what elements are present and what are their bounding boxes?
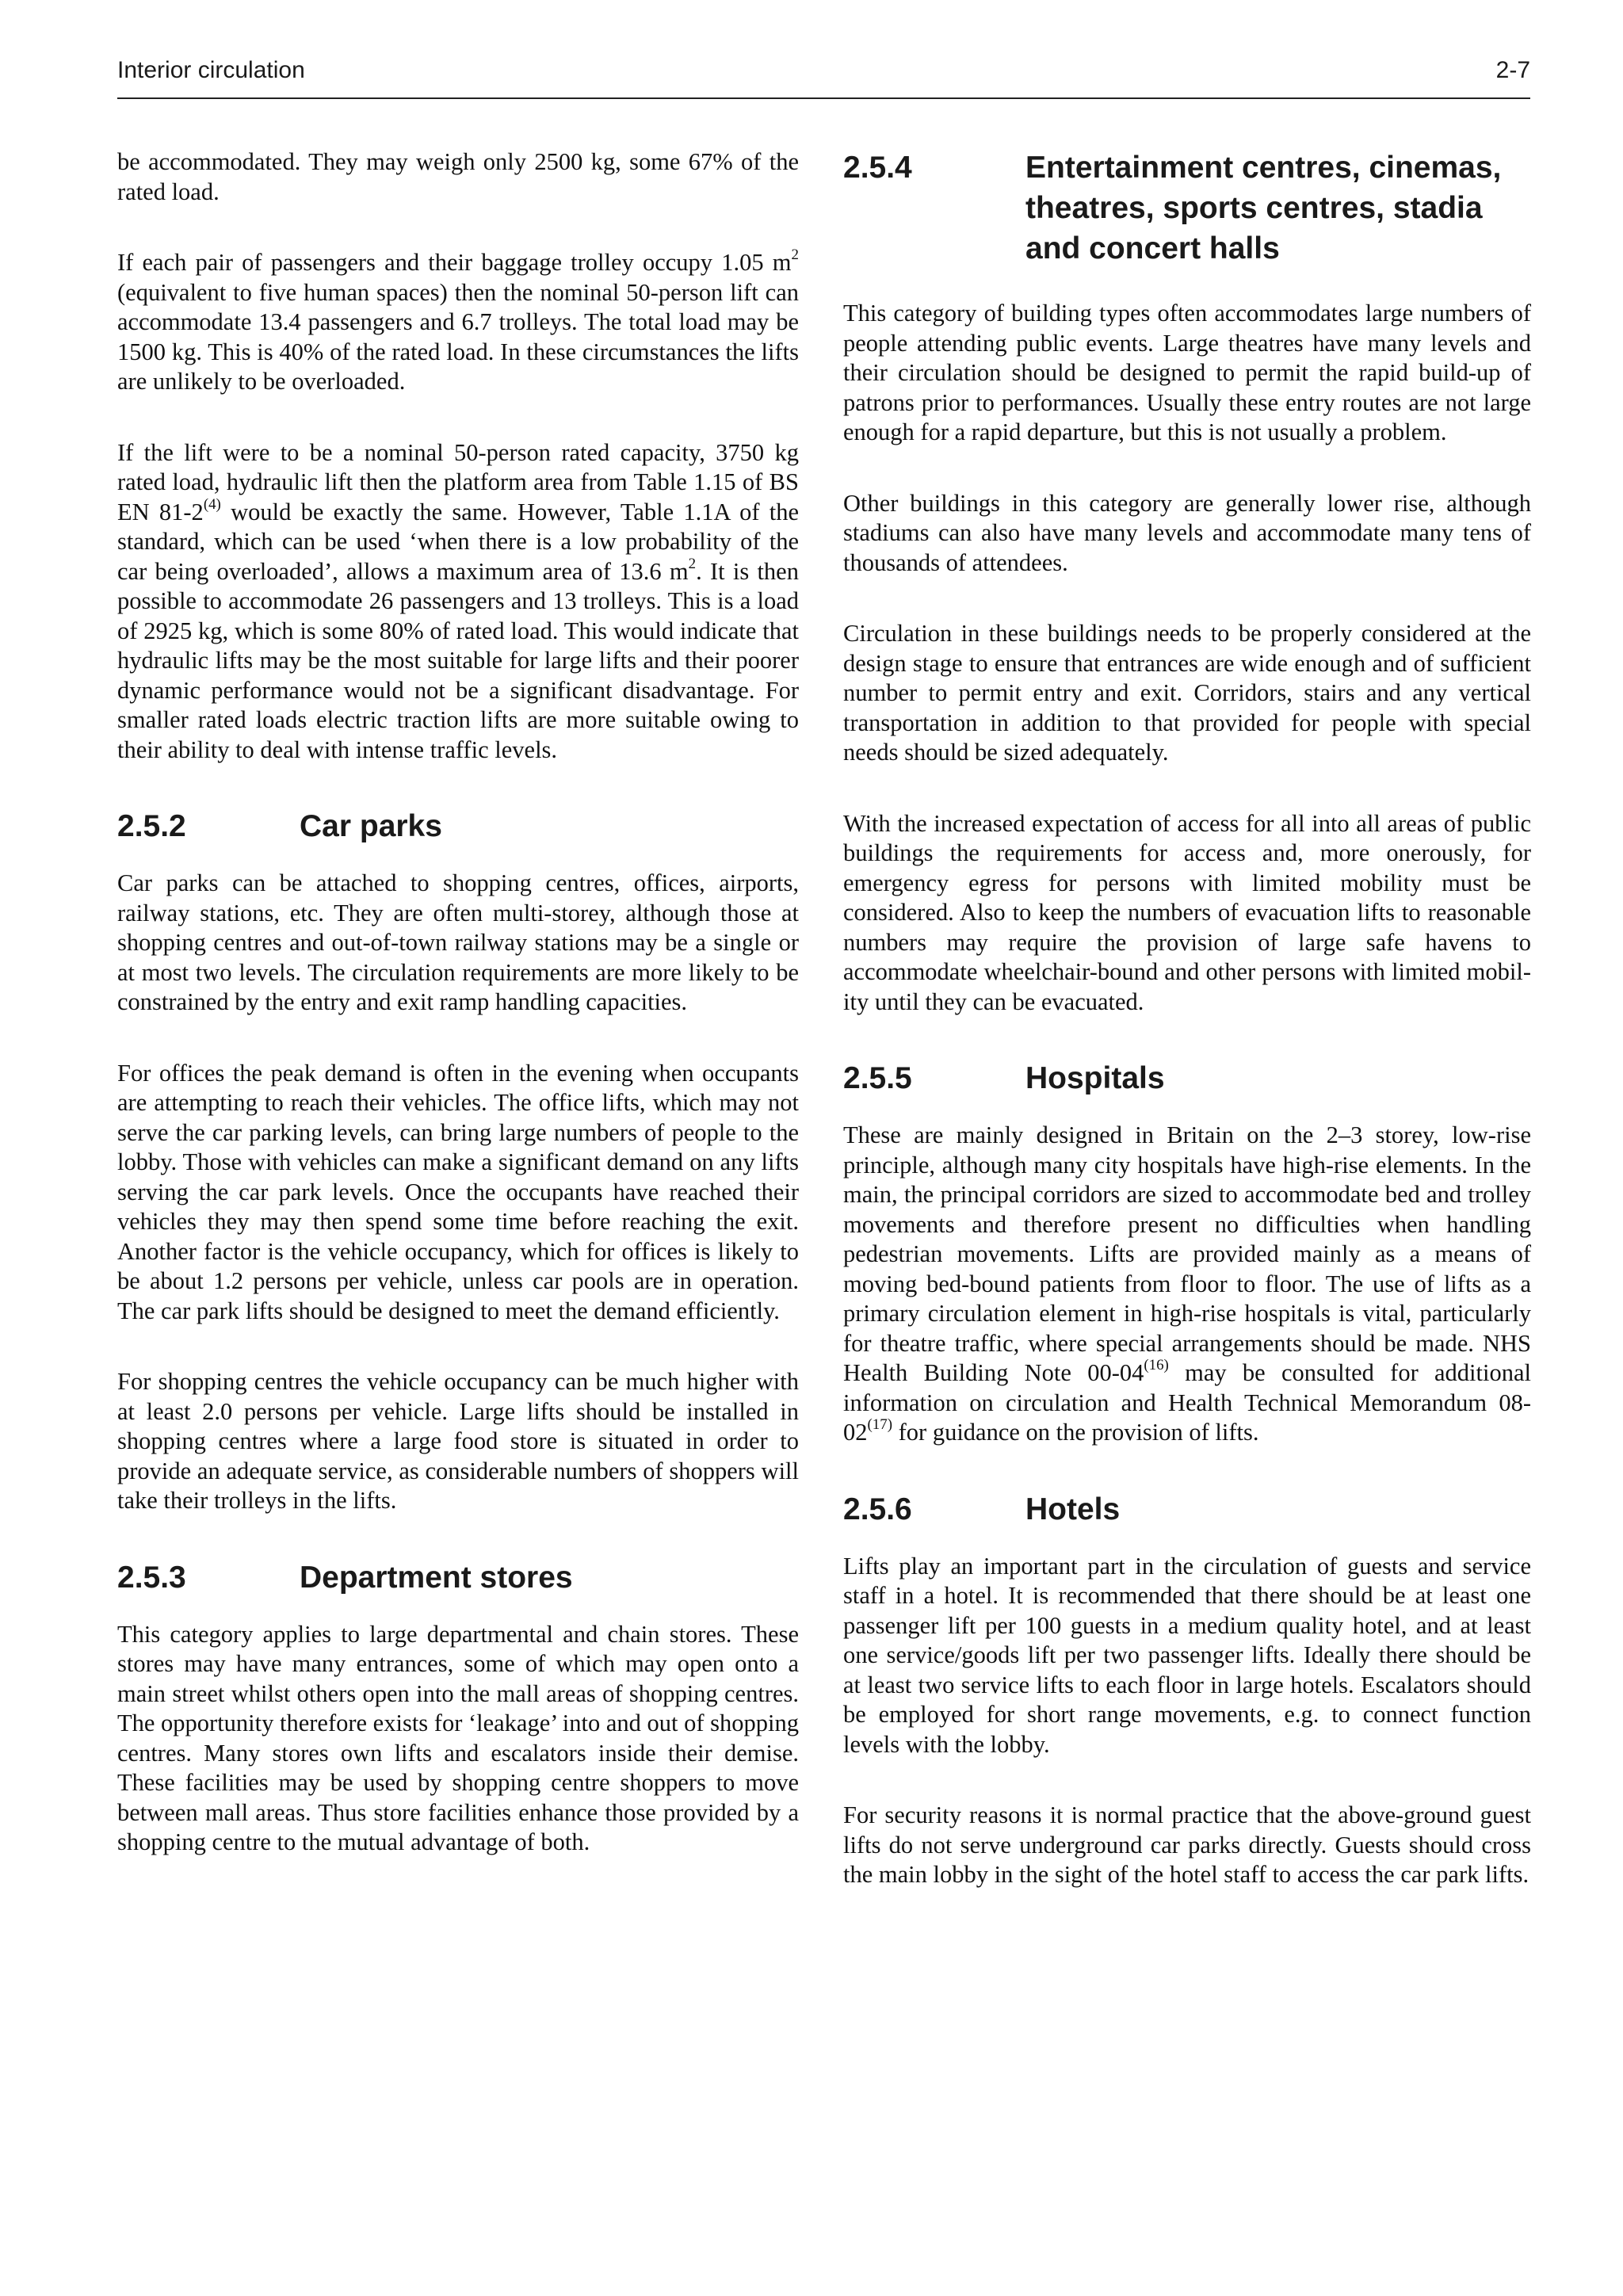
right-column	[843, 147, 1531, 1931]
section-number: 2.5.2	[117, 809, 186, 843]
citation-ref: (17)	[867, 1416, 892, 1434]
paragraph: For security reasons it is normal practice that the above-ground guest lifts do not serve underground car parks directly. Guests should cross the main lobby in the sight of the hotel staff to access the car park lifts.	[843, 1801, 1531, 1888]
section-heading-2-5-6	[843, 1489, 1531, 1530]
paragraph: This category applies to large departmental and chain stores. These stores may have many entrances, some of which may open onto a main street whilst others open into the mall areas of shopping centres. The opportunity therefore exists for ‘leakage’ into and out of shopping centres. Many stores own lifts and escalators inside their demise. These facilities may be used by shopping centre shoppers to move between mall areas. Thus store facilities enhance those provided by a shopping centre to the mutual advantage of both.	[117, 1620, 799, 1855]
section-number: 2.5.5	[843, 1061, 912, 1095]
paragraph: If the lift were to be a nominal 50-person rated capacity, 3750 kg rated load, hydraulic lift then the platform area from Table 1.15 of BS EN 81-2$^{(4)}$ would be exactly the same. However, Table 1.1A of the standard, which can be used ‘when there is a low probability of the car being overloaded’, allows a maximum area of 13.6 $m^2$. It is then possible to accommodate 26 passengers and 13 trolleys. This is a load of 2925 kg, which is some 80% of rated load. This would indicate that hydraulic lifts may be the most suitable for large lifts and their poorer dynamic performance would not be a significant disadvantage. For smaller rated loads electric traction lifts are more suitable owing to their ability to deal with intense traffic levels.	[117, 438, 799, 763]
paragraph: For shopping centres the vehicle occupancy can be much higher with at least 2.0 persons per vehicle. Large lifts should be installed in shopping centres where a large food store is situated in order to provide an adequate service, as considerable numbers of shoppers will take their trolleys in the lifts.	[117, 1368, 799, 1514]
section-number: 2.5.3	[117, 1560, 186, 1595]
paragraph: be accommodated. They may weigh only 2500 kg, some 67% of the rated load.	[117, 148, 799, 205]
running-head-title: Interior circulation	[117, 57, 305, 83]
paragraph: With the increased expectation of access for all into all areas of public buildings the requirements for access and, more onerously, for emergency egress for persons with limited mobility must be considered. Also to keep the numbers of evacuation lifts to reasonable numbers may require the provision of large safe havens to accommodate wheelchair-bound and other persons with limited mobility until they can be evacuated.	[843, 809, 1531, 1015]
section-heading-2-5-5	[843, 1058, 1531, 1098]
section-heading-2-5-2	[117, 806, 799, 846]
paragraph: For offices the peak demand is often in the evening when occupants are attempting to reach their vehicles. The office lifts, which may not serve the car parking levels, can bring large numbers of people to the lobby. Those with vehicles can make a significant demand on any lifts serving the car park levels. Once the occupants have reached their vehicles they may then spend some time before reaching the exit. Another factor is the vehicle occupancy, which for offices is likely to be about 1.2 persons per vehicle, unless car pools are in operation. The car park lifts should be designed to meet the demand efficiently.	[117, 1059, 799, 1324]
paragraph: Lifts play an important part in the circulation of guests and service staff in a hotel. It is recommended that there should be at least one passenger lift per 100 guests in a medium quality hotel, and at least one service/goods lift per two passenger lifts. Ideally there should be at least two service lifts to each floor in large hotels. Escalators should be employed for short range movements, e.g. to connect function levels with the lobby.	[843, 1552, 1531, 1758]
section-title: Hospitals	[1025, 1061, 1165, 1095]
section-number: 2.5.4	[843, 151, 912, 185]
paragraph: If each pair of passengers and their baggage trolley occupy 1.05 $m^2$ (equivalent to five human spaces) then the nominal 50-person lift can accommodate 13.4 passengers and 6.7 trolleys. The total load may be 1500 kg. This is 40% of the rated load. In these circumstances the lifts are unlikely to be overloaded.	[117, 246, 799, 395]
section-number: 2.5.6	[843, 1492, 912, 1526]
section-title: Department stores	[300, 1560, 573, 1595]
superscript: 2	[791, 246, 799, 264]
paragraph: This category of building types often accommodates large numbers of people attending public events. Large theatres have many levels and their circulation should be designed to permit the rapid build-up of patrons prior to performances. Usually these entry routes are not large enough for a rapid departure, but this is not usually a problem.	[843, 300, 1531, 445]
section-title: Hotels	[1025, 1492, 1121, 1526]
superscript: 2	[688, 555, 697, 572]
header-rule	[117, 97, 1530, 99]
left-column	[117, 147, 799, 1899]
paragraph: Other buildings in this category are generally lower rise, although stadiums can also have many levels and accommodate many tens of thousands of attendees.	[843, 489, 1531, 576]
section-heading-2-5-4	[843, 147, 1531, 269]
citation-ref: (4)	[203, 495, 221, 513]
paragraph: Circulation in these buildings needs to be properly considered at the design stage to ensure that entrances are wide enough and of sufficient number to permit entry and exit. Corridors, stairs and any vertical transportation in addition to that provided for people with special needs should be sized adequately.	[843, 620, 1531, 766]
section-title: Entertainment centres, cinemas, theatres, sports centres, stadia and concert halls	[1025, 151, 1502, 266]
citation-ref: (16)	[1144, 1357, 1169, 1374]
section-heading-2-5-3	[117, 1557, 799, 1598]
paragraph: These are mainly designed in Britain on the 2–3 storey, low-rise principle, although many city hospitals have high-rise elements. In the main, the principal corridors are sized to accommodate bed and trolley movements and therefore present no difficulties when handling pedestrian movements. Lifts are provided mainly as a means of moving bed-bound patients from floor to floor. The use of lifts as a primary circulation element in high-rise hospitals is vital, particularly for theatre traffic, where special arrangements should be made. NHS Health Building Note 00-04$^{(16)}$ may be consulted for additional information on circulation and Health Technical Memorandum 08-02$^{(17)}$ for guidance on the provision of lifts.	[843, 1121, 1531, 1446]
section-title: Car parks	[300, 809, 442, 843]
paragraph: Car parks can be attached to shopping centres, offices, airports, railway stations, etc. They are often multi-storey, although those at shopping centres and out-of-town railway stations may be a single or at most two levels. The circulation requirements are more likely to be constrained by the entry and exit ramp handling capacities.	[117, 869, 799, 1015]
page-number: 2-7	[1495, 57, 1530, 83]
